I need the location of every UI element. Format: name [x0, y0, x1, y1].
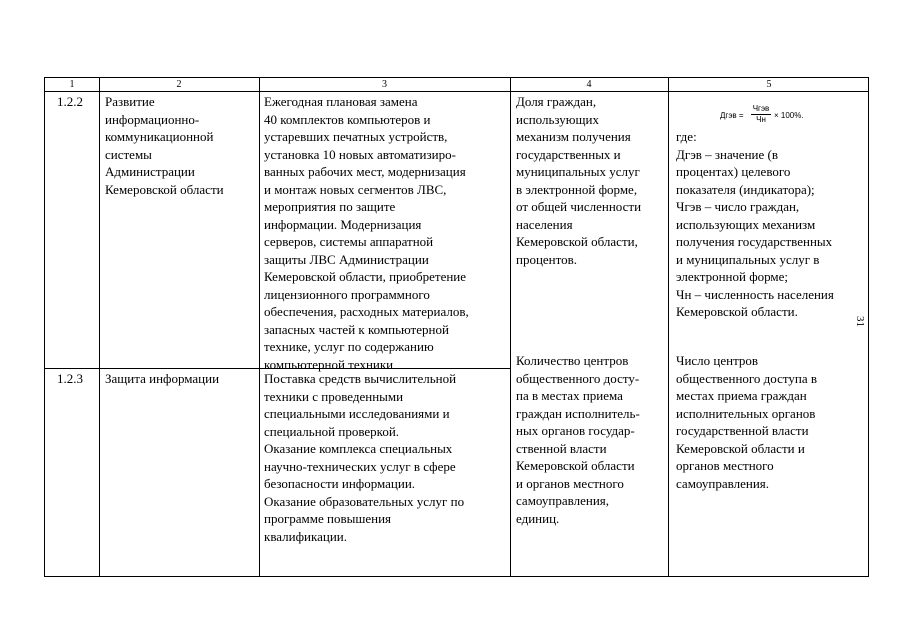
row-activity: Поставка средств вычислительной техники с проведенными специальными исследованиями и специальной проверкой. Оказание комплекса специальных научно-технических услуг в сфере безопасности информации. Оказание образовательных услуг по программе повышения квалификации.: [264, 371, 465, 544]
row-indicator: Количество центров общественного досту- па в местах приема граждан исполнитель- ных органов государ- ственной власти Кемеровской области и органов местного самоуправления, единиц.: [516, 353, 640, 526]
row-name: Развитие информационно- коммуникационной системы Администрации Кемеровской области: [105, 94, 224, 197]
row-number: 1.2.3: [57, 371, 83, 386]
header-col-2: 2: [176, 79, 182, 90]
header-col-3: 3: [382, 79, 387, 90]
formula-denominator: Чн: [756, 115, 766, 124]
formula-numerator: Чгэв: [752, 104, 770, 113]
row-activity: Ежегодная плановая замена 40 комплектов компьютеров и устаревших печатных устройств, установка 10 новых автоматизиро- ванных рабочих мест, модернизация и монтаж новых сегментов ЛВС, мероприятия по защите информации. Модернизация серверов, системы аппаратной защиты ЛВС Администрации Кемеровской области, приобретение лицензионного программного обеспечения, расходных материалов, запасных частей к компьютерной технике, услуг по содержанию компьютерной техники: [264, 94, 469, 372]
formula-lhs: Дгэв =: [720, 111, 744, 120]
formula-fraction: [750, 104, 772, 125]
row-name: Защита информации: [105, 371, 220, 386]
header-divider: [45, 91, 868, 92]
row-method: Число центров общественного доступа в местах приема граждан исполнительных органов государственной власти Кемеровской области и органов местного самоуправления.: [676, 353, 818, 491]
row-number: 1.2.2: [57, 94, 83, 109]
header-col-4: 4: [586, 79, 592, 90]
header-col-5: 5: [766, 79, 772, 90]
row-indicator: Доля граждан, использующих механизм получения государственных и муниципальных услуг в электронной форме, от общей численности населения Кемеровской области, процентов.: [516, 94, 642, 267]
indicator-formula: [720, 104, 840, 126]
column-divider: [99, 78, 100, 576]
column-divider: [510, 78, 511, 576]
page-number: 31: [854, 316, 866, 327]
row-method: где: Дгэв – значение (в процентах) целевого показателя (индикатора); Чгэв – число граждан, использующих механизм получения государственных и муниципальных услуг в электронной форме; Чн – численность населения Кемеровской области.: [676, 129, 834, 319]
formula-rhs: × 100%.: [774, 111, 804, 120]
column-divider: [668, 78, 669, 576]
header-col-1: 1: [69, 79, 75, 90]
